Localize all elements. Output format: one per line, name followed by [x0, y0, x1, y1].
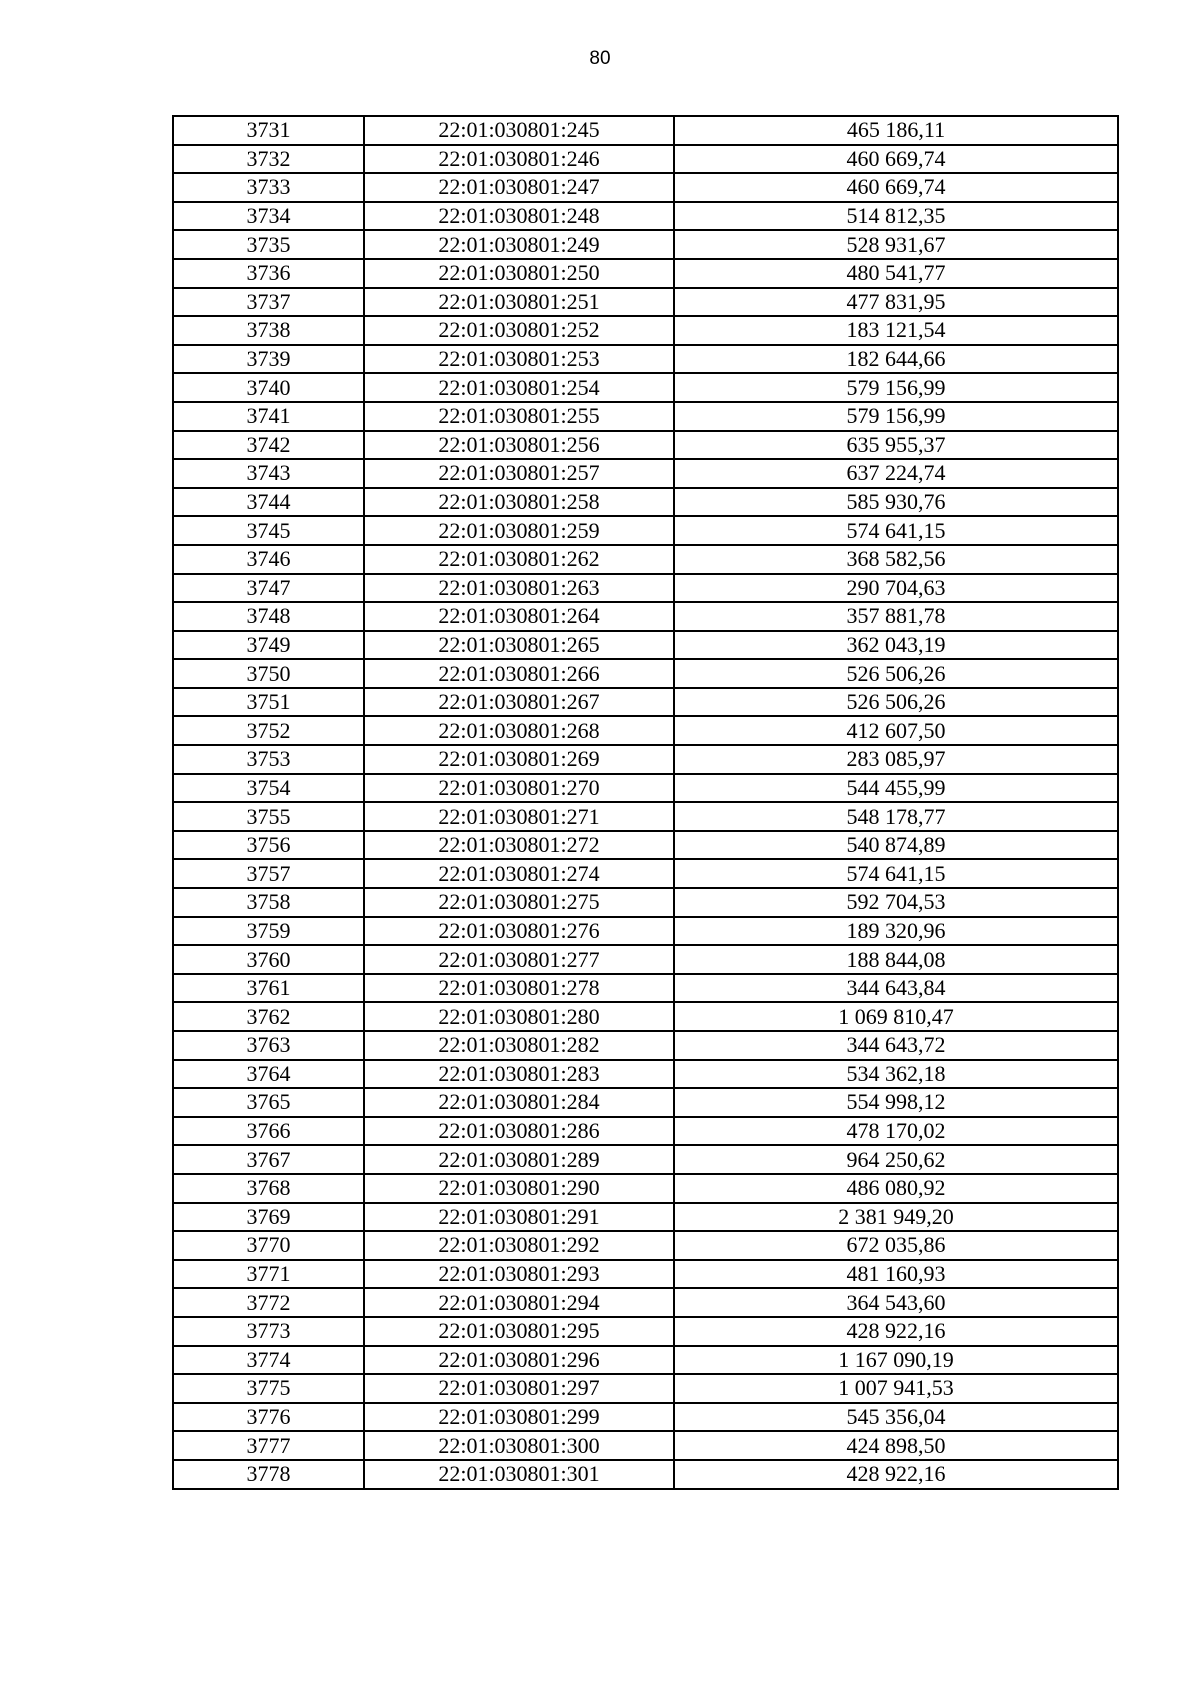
cadastral-value-cell: 477 831,95: [674, 288, 1118, 317]
table-row: [173, 831, 1118, 860]
table-row: [173, 1260, 1118, 1289]
cadastral-number-cell: 22:01:030801:290: [364, 1174, 674, 1203]
cadastral-value-cell: 424 898,50: [674, 1431, 1118, 1460]
table-row: [173, 1145, 1118, 1174]
cadastral-value-table: [172, 115, 1119, 1490]
row-number-cell: 3756: [173, 831, 364, 860]
table-row: [173, 974, 1118, 1003]
row-number-cell: 3738: [173, 316, 364, 345]
row-number-cell: 3749: [173, 631, 364, 660]
row-number-cell: 3731: [173, 116, 364, 145]
row-number-cell: 3747: [173, 574, 364, 603]
row-number-cell: 3758: [173, 888, 364, 917]
table-row: [173, 1031, 1118, 1060]
row-number-cell: 3734: [173, 202, 364, 231]
row-number-cell: 3743: [173, 459, 364, 488]
cadastral-number-cell: 22:01:030801:297: [364, 1374, 674, 1403]
table-row: [173, 1403, 1118, 1432]
row-number-cell: 3767: [173, 1145, 364, 1174]
cadastral-number-cell: 22:01:030801:264: [364, 602, 674, 631]
row-number-cell: 3733: [173, 173, 364, 202]
cadastral-value-cell: 534 362,18: [674, 1060, 1118, 1089]
row-number-cell: 3765: [173, 1088, 364, 1117]
cadastral-number-cell: 22:01:030801:267: [364, 688, 674, 717]
cadastral-value-cell: 526 506,26: [674, 659, 1118, 688]
cadastral-value-cell: 188 844,08: [674, 945, 1118, 974]
table-row: [173, 1117, 1118, 1146]
row-number-cell: 3772: [173, 1288, 364, 1317]
cadastral-number-cell: 22:01:030801:274: [364, 859, 674, 888]
cadastral-number-cell: 22:01:030801:259: [364, 516, 674, 545]
table-row: [173, 659, 1118, 688]
cadastral-number-cell: 22:01:030801:248: [364, 202, 674, 231]
cadastral-number-cell: 22:01:030801:257: [364, 459, 674, 488]
cadastral-number-cell: 22:01:030801:276: [364, 917, 674, 946]
cadastral-value-cell: 585 930,76: [674, 488, 1118, 517]
table-row: [173, 1460, 1118, 1489]
cadastral-value-cell: 574 641,15: [674, 859, 1118, 888]
cadastral-number-cell: 22:01:030801:245: [364, 116, 674, 145]
cadastral-value-cell: 544 455,99: [674, 774, 1118, 803]
table-row: [173, 802, 1118, 831]
row-number-cell: 3739: [173, 345, 364, 374]
cadastral-value-cell: 357 881,78: [674, 602, 1118, 631]
cadastral-number-cell: 22:01:030801:301: [364, 1460, 674, 1489]
row-number-cell: 3774: [173, 1346, 364, 1375]
cadastral-number-cell: 22:01:030801:246: [364, 145, 674, 174]
table-row: [173, 1203, 1118, 1232]
cadastral-number-cell: 22:01:030801:270: [364, 774, 674, 803]
table-row: [173, 316, 1118, 345]
table-row: [173, 574, 1118, 603]
row-number-cell: 3777: [173, 1431, 364, 1460]
cadastral-value-cell: 412 607,50: [674, 716, 1118, 745]
table-row: [173, 945, 1118, 974]
row-number-cell: 3755: [173, 802, 364, 831]
cadastral-number-cell: 22:01:030801:272: [364, 831, 674, 860]
table-row: [173, 859, 1118, 888]
cadastral-value-cell: 183 121,54: [674, 316, 1118, 345]
cadastral-number-cell: 22:01:030801:284: [364, 1088, 674, 1117]
table-row: [173, 745, 1118, 774]
cadastral-number-cell: 22:01:030801:254: [364, 373, 674, 402]
row-number-cell: 3732: [173, 145, 364, 174]
cadastral-value-cell: 465 186,11: [674, 116, 1118, 145]
table-row: [173, 631, 1118, 660]
row-number-cell: 3771: [173, 1260, 364, 1289]
cadastral-value-cell: 344 643,84: [674, 974, 1118, 1003]
row-number-cell: 3770: [173, 1231, 364, 1260]
row-number-cell: 3752: [173, 716, 364, 745]
cadastral-value-cell: 545 356,04: [674, 1403, 1118, 1432]
cadastral-value-cell: 540 874,89: [674, 831, 1118, 860]
row-number-cell: 3753: [173, 745, 364, 774]
row-number-cell: 3773: [173, 1317, 364, 1346]
cadastral-number-cell: 22:01:030801:249: [364, 230, 674, 259]
cadastral-value-cell: 592 704,53: [674, 888, 1118, 917]
row-number-cell: 3742: [173, 431, 364, 460]
table-row: [173, 173, 1118, 202]
table-row: [173, 1288, 1118, 1317]
row-number-cell: 3740: [173, 373, 364, 402]
row-number-cell: 3763: [173, 1031, 364, 1060]
table-row: [173, 917, 1118, 946]
cadastral-value-cell: 344 643,72: [674, 1031, 1118, 1060]
cadastral-number-cell: 22:01:030801:280: [364, 1002, 674, 1031]
cadastral-value-cell: 2 381 949,20: [674, 1203, 1118, 1232]
cadastral-number-cell: 22:01:030801:291: [364, 1203, 674, 1232]
table-row: [173, 888, 1118, 917]
table-row: [173, 602, 1118, 631]
cadastral-number-cell: 22:01:030801:293: [364, 1260, 674, 1289]
row-number-cell: 3746: [173, 545, 364, 574]
row-number-cell: 3761: [173, 974, 364, 1003]
cadastral-number-cell: 22:01:030801:266: [364, 659, 674, 688]
row-number-cell: 3750: [173, 659, 364, 688]
cadastral-value-cell: 1 069 810,47: [674, 1002, 1118, 1031]
table-row: [173, 202, 1118, 231]
cadastral-value-cell: 528 931,67: [674, 230, 1118, 259]
row-number-cell: 3744: [173, 488, 364, 517]
row-number-cell: 3776: [173, 1403, 364, 1432]
table-row: [173, 1174, 1118, 1203]
cadastral-number-cell: 22:01:030801:277: [364, 945, 674, 974]
cadastral-number-cell: 22:01:030801:282: [364, 1031, 674, 1060]
cadastral-number-cell: 22:01:030801:250: [364, 259, 674, 288]
page-number: 80: [589, 48, 611, 69]
row-number-cell: 3766: [173, 1117, 364, 1146]
table-row: [173, 774, 1118, 803]
cadastral-number-cell: 22:01:030801:275: [364, 888, 674, 917]
cadastral-number-cell: 22:01:030801:262: [364, 545, 674, 574]
cadastral-value-cell: 526 506,26: [674, 688, 1118, 717]
row-number-cell: 3748: [173, 602, 364, 631]
cadastral-number-cell: 22:01:030801:258: [364, 488, 674, 517]
table-row: [173, 1431, 1118, 1460]
table-row: [173, 1346, 1118, 1375]
row-number-cell: 3757: [173, 859, 364, 888]
row-number-cell: 3769: [173, 1203, 364, 1232]
cadastral-value-cell: 362 043,19: [674, 631, 1118, 660]
row-number-cell: 3736: [173, 259, 364, 288]
cadastral-number-cell: 22:01:030801:268: [364, 716, 674, 745]
table-row: [173, 688, 1118, 717]
cadastral-number-cell: 22:01:030801:252: [364, 316, 674, 345]
cadastral-number-cell: 22:01:030801:251: [364, 288, 674, 317]
table-row: [173, 488, 1118, 517]
cadastral-value-cell: 637 224,74: [674, 459, 1118, 488]
cadastral-value-cell: 478 170,02: [674, 1117, 1118, 1146]
cadastral-number-cell: 22:01:030801:253: [364, 345, 674, 374]
table-row: [173, 145, 1118, 174]
cadastral-value-cell: 481 160,93: [674, 1260, 1118, 1289]
row-number-cell: 3775: [173, 1374, 364, 1403]
table-row: [173, 716, 1118, 745]
table-row: [173, 345, 1118, 374]
cadastral-number-cell: 22:01:030801:289: [364, 1145, 674, 1174]
table-row: [173, 1088, 1118, 1117]
cadastral-value-cell: 460 669,74: [674, 173, 1118, 202]
cadastral-value-cell: 964 250,62: [674, 1145, 1118, 1174]
table-row: [173, 1060, 1118, 1089]
cadastral-value-cell: 1 167 090,19: [674, 1346, 1118, 1375]
cadastral-number-cell: 22:01:030801:263: [364, 574, 674, 603]
cadastral-value-cell: 514 812,35: [674, 202, 1118, 231]
row-number-cell: 3741: [173, 402, 364, 431]
row-number-cell: 3754: [173, 774, 364, 803]
row-number-cell: 3764: [173, 1060, 364, 1089]
table-row: [173, 545, 1118, 574]
table-row: [173, 1231, 1118, 1260]
cadastral-number-cell: 22:01:030801:296: [364, 1346, 674, 1375]
table-body: [173, 116, 1118, 1489]
cadastral-value-cell: 574 641,15: [674, 516, 1118, 545]
cadastral-number-cell: 22:01:030801:269: [364, 745, 674, 774]
table-row: [173, 516, 1118, 545]
table-row: [173, 459, 1118, 488]
cadastral-number-cell: 22:01:030801:255: [364, 402, 674, 431]
cadastral-value-cell: 579 156,99: [674, 373, 1118, 402]
cadastral-value-cell: 1 007 941,53: [674, 1374, 1118, 1403]
table-row: [173, 1374, 1118, 1403]
cadastral-number-cell: 22:01:030801:283: [364, 1060, 674, 1089]
table-row: [173, 431, 1118, 460]
cadastral-number-cell: 22:01:030801:292: [364, 1231, 674, 1260]
cadastral-number-cell: 22:01:030801:294: [364, 1288, 674, 1317]
row-number-cell: 3760: [173, 945, 364, 974]
table-row: [173, 373, 1118, 402]
cadastral-value-cell: 486 080,92: [674, 1174, 1118, 1203]
cadastral-value-cell: 182 644,66: [674, 345, 1118, 374]
cadastral-value-cell: 548 178,77: [674, 802, 1118, 831]
row-number-cell: 3751: [173, 688, 364, 717]
table-row: [173, 230, 1118, 259]
cadastral-value-cell: 428 922,16: [674, 1317, 1118, 1346]
row-number-cell: 3762: [173, 1002, 364, 1031]
cadastral-number-cell: 22:01:030801:299: [364, 1403, 674, 1432]
cadastral-value-cell: 579 156,99: [674, 402, 1118, 431]
cadastral-number-cell: 22:01:030801:278: [364, 974, 674, 1003]
cadastral-value-cell: 368 582,56: [674, 545, 1118, 574]
cadastral-value-cell: 189 320,96: [674, 917, 1118, 946]
row-number-cell: 3759: [173, 917, 364, 946]
row-number-cell: 3735: [173, 230, 364, 259]
cadastral-value-cell: 428 922,16: [674, 1460, 1118, 1489]
cadastral-value-cell: 635 955,37: [674, 431, 1118, 460]
cadastral-value-cell: 672 035,86: [674, 1231, 1118, 1260]
cadastral-number-cell: 22:01:030801:247: [364, 173, 674, 202]
row-number-cell: 3745: [173, 516, 364, 545]
cadastral-value-cell: 480 541,77: [674, 259, 1118, 288]
cadastral-value-cell: 283 085,97: [674, 745, 1118, 774]
table-row: [173, 288, 1118, 317]
cadastral-number-cell: 22:01:030801:256: [364, 431, 674, 460]
cadastral-value-cell: 364 543,60: [674, 1288, 1118, 1317]
table-row: [173, 402, 1118, 431]
table-row: [173, 1317, 1118, 1346]
row-number-cell: 3737: [173, 288, 364, 317]
table-row: [173, 259, 1118, 288]
cadastral-value-cell: 554 998,12: [674, 1088, 1118, 1117]
cadastral-number-cell: 22:01:030801:271: [364, 802, 674, 831]
row-number-cell: 3778: [173, 1460, 364, 1489]
cadastral-number-cell: 22:01:030801:295: [364, 1317, 674, 1346]
cadastral-value-cell: 290 704,63: [674, 574, 1118, 603]
cadastral-number-cell: 22:01:030801:286: [364, 1117, 674, 1146]
table-row: [173, 116, 1118, 145]
cadastral-number-cell: 22:01:030801:300: [364, 1431, 674, 1460]
cadastral-value-cell: 460 669,74: [674, 145, 1118, 174]
table-row: [173, 1002, 1118, 1031]
row-number-cell: 3768: [173, 1174, 364, 1203]
cadastral-number-cell: 22:01:030801:265: [364, 631, 674, 660]
